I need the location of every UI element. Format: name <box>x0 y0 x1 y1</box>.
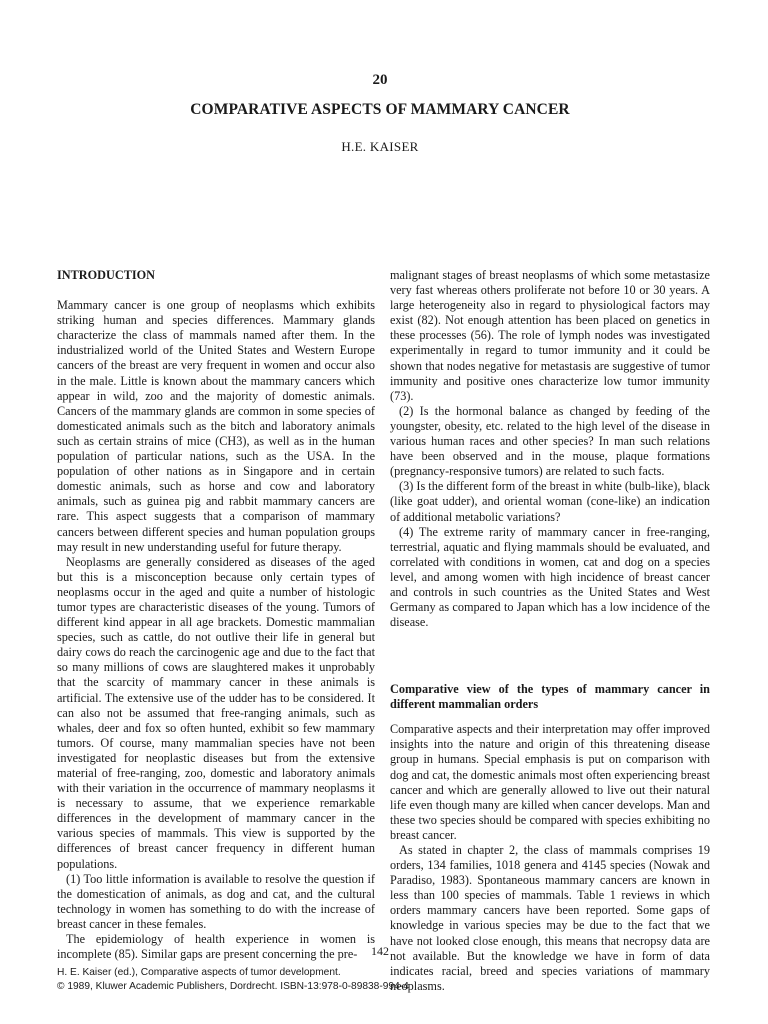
section-heading-introduction: INTRODUCTION <box>57 268 156 282</box>
left-column <box>57 268 375 962</box>
section-heading-comparative-view: Comparative view of the types of mammary cancer in different mammalian orders <box>390 682 710 711</box>
author-name: H.E. KAISER <box>341 139 419 154</box>
paragraph: The epidemiology of health experience in women is incomplete (85). Similar gaps are present concerning the pre- <box>57 932 375 962</box>
paragraph: As stated in chapter 2, the class of mammals comprises 19 orders, 134 families, 1018 genera and 4145 species (Nowak and Paradiso, 1983). Spontaneous mammary cancers are known in less than 100 species of mammals. Table 1 reviews in which orders mammary cancers have been reported. Some gaps of knowledge in various species may be due to the fact that we have not looked close enough, this means that necropsy data are not available. But the knowledge we have in form of data indicates racial, breed and species variations of mammary neoplasms. <box>390 843 710 993</box>
footer-citation: H. E. Kaiser (ed.), Comparative aspects of tumor development. <box>57 967 341 978</box>
chapter-number: 20 <box>372 72 388 88</box>
paragraph: (1) Too little information is available to resolve the question if the domestication of animals, as dog and cat, and the cultural technology in women has something to do with the increase of breast cancer in these females. <box>57 871 375 931</box>
paragraph: Mammary cancer is one group of neoplasms which exhibits striking human and species differences. Mammary glands characterize the class of mammals named after them. In the industrialized world of the United States and Western Europe cancers of the breast are very frequent in women and occur also in the male. Little is known about the mammary cancers which appear in wild, zoo and the majority of domestic animals. Cancers of the mammary glands are common in some species of domesticated animals such as the bitch and laboratory animals such as certain strains of mice (CH3), as well as in the human population of particular nations, such as the USA. In the population of other nations as in Singapore and in certain domestic animals, such as horse and cow and laboratory animals, such as guinea pig and rabbit mammary cancers are rare. This aspect suggests that a comparison of mammary cancers between different species and human population groups may result in new understanding useful for future therapy. <box>57 298 375 554</box>
paragraph: (4) The extreme rarity of mammary cancer in free-ranging, terrestrial, aquatic and flying mammals should be evaluated, and correlated with conditions in women, cat and dog on a species level, and among women with high incidence of breast cancer and controls in such countries as the United States and West Germany as compared to Japan which has a low incidence of the disease. <box>390 524 710 630</box>
paragraph: (2) Is the hormonal balance as changed by feeding of the youngster, obesity, etc. related to the high level of the disease in various human races and other species? In man such relations have been observed and in the mouse, plaque formations (pregnancy-responsive tumors) are related to such facts. <box>390 403 710 479</box>
chapter-title: COMPARATIVE ASPECTS OF MAMMARY CANCER <box>190 101 570 118</box>
paragraph: Comparative aspects and their interpretation may offer improved insights into the nature and origin of this threatening disease group in humans. Special emphasis is put on comparison with dog and cat, the domestic animals most often experiencing breast cancer and which are generally allowed to live out their natural life even though many are killed when cancer develops. Man and these two species should be compared with species exhibiting no breast cancer. <box>390 722 710 842</box>
paragraph: malignant stages of breast neoplasms of which some metastasize very fast whereas others proliferate not before 10 or 30 years. A large heterogeneity also in regard to physiological factors may exist (82). Not enough attention has been placed on genetics in these processes (56). The role of lymph nodes was investigated experimentally in regard to tumor immunity and it could be shown that nodes negative for metastasis are suggestive of tumor immunity and positive ones characterize low tumor immunity (73). <box>390 268 710 403</box>
footer-copyright: © 1989, Kluwer Academic Publishers, Dordrecht. ISBN-13:978-0-89838-994-4 <box>57 981 409 992</box>
right-column <box>390 268 710 994</box>
paragraph: Neoplasms are generally considered as diseases of the aged but this is a misconception because only certain types of neoplasms occur in the aged and quite a number of histologic tumor types are characteristic diseases of the young. Tumors of different kind appear in all age brackets. Domestic mammalian species, such as cattle, do not outlive their life in general but dairy cows do reach the carcinogenic age and due to the fact that so many millions of cows are slaughtered makes it unprobably that the scarcity of mammary cancer in these animals is artificial. The extensive use of the udder has to be considered. It can also not be assumed that free-ranging animals, such as whales, deer and fox so often hunted, exhibit so few mammary tumors. Of course, many mammalian species have not been investigated for neoplastic diseases but from the extensive material of free-ranging, zoo, domestic and laboratory animals with their variation in the occurrence of mammary neoplasms it is necessary to assume, that we experience remarkable differences in the development of mammary cancer in the various species of mammals. This view is supported by the differences of breast cancer frequency in different human populations. <box>57 554 375 871</box>
paragraph: (3) Is the different form of the breast in white (bulb-like), black (like goat udder), and oriental woman (cone-like) an indication of additional metabolic variations? <box>390 479 710 524</box>
page-number: 142 <box>371 944 389 958</box>
